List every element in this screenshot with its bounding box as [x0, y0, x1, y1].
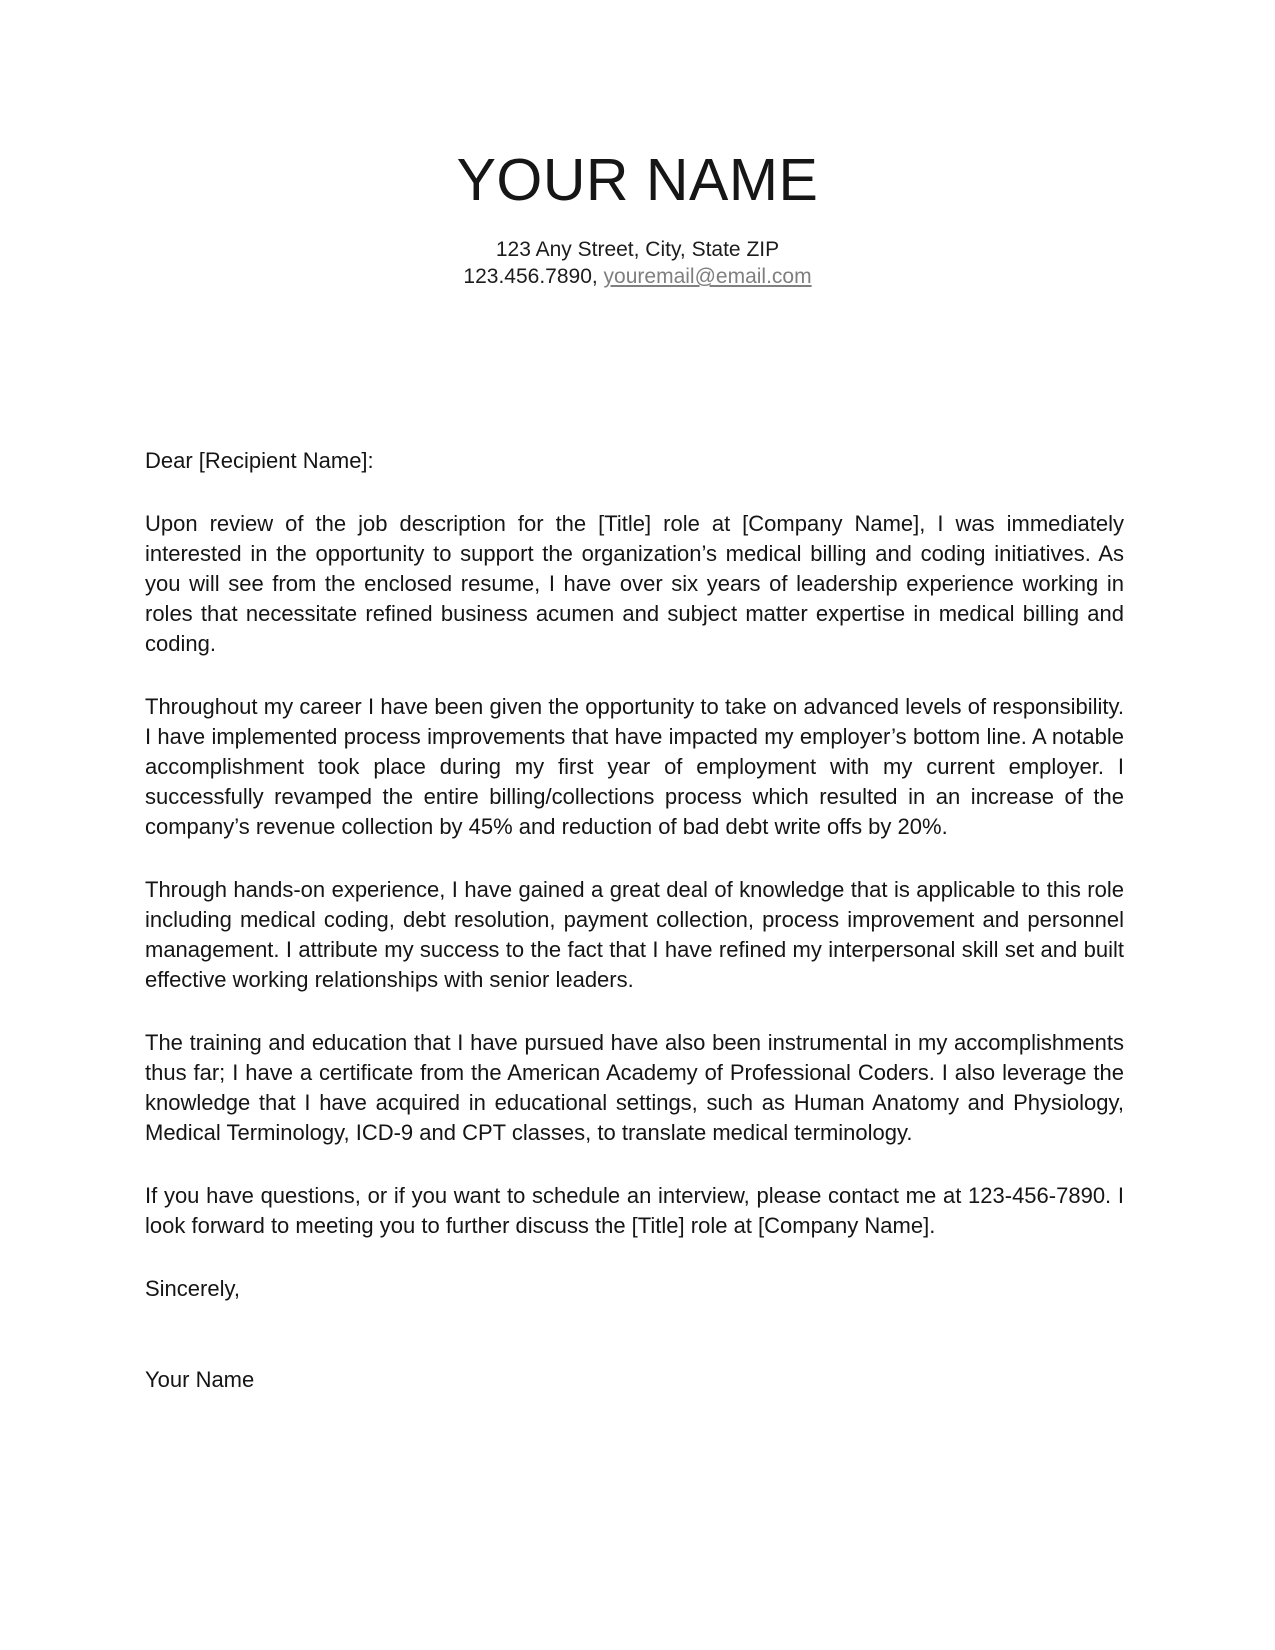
letter-body — [145, 446, 1124, 1395]
email-link[interactable]: youremail@email.com — [603, 265, 812, 288]
contact-block — [0, 236, 1275, 290]
page-title: YOUR NAME — [456, 147, 819, 213]
phone-email-line — [0, 263, 1275, 290]
body-paragraph-3: Through hands-on experience, I have gained a great deal of knowledge that is applicable to this role including medical coding, debt resolution, payment collection, process improvement and personnel management. I attribute my success to the fact that I have refined my interpersonal skill set and built effective working relationships with senior leaders. — [145, 877, 1124, 992]
letter-header — [0, 147, 1275, 290]
salutation-line: Dear [Recipient Name]: — [145, 448, 374, 473]
address-line: 123 Any Street, City, State ZIP — [495, 238, 780, 261]
phone-number: 123.456.7890, — [463, 265, 604, 288]
signature-name: Your Name — [145, 1367, 255, 1392]
body-paragraph-4: The training and education that I have pursued have also been instrumental in my accomplishments thus far; I have a certificate from the American Academy of Professional Coders. I also leverage the knowledge that I have acquired in educational settings, such as Human Anatomy and Physiology, Medical Terminology, ICD-9 and CPT classes, to translate medical terminology. — [145, 1030, 1124, 1145]
body-paragraph-1: Upon review of the job description for the [Title] role at [Company Name], I was immediately interested in the opportunity to support the organization’s medical billing and coding initiatives. As you will see from the enclosed resume, I have over six years of leadership experience working in roles that necessitate refined business acumen and subject matter expertise in medical billing and coding. — [145, 511, 1124, 656]
body-paragraph-2: Throughout my career I have been given the opportunity to take on advanced levels of responsibility. I have implemented process improvements that have impacted my employer’s bottom line. A notable accomplishment took place during my first year of employment with my current employer. I successfully revamped the entire billing/collections process which resulted in an increase of the company’s revenue collection by 45% and reduction of bad debt write offs by 20%. — [145, 694, 1124, 839]
closing-line: Sincerely, — [145, 1276, 240, 1301]
body-paragraph-5: If you have questions, or if you want to schedule an interview, please contact me at 123-456-7890. I look forward to meeting you to further discuss the [Title] role at [Company Name]. — [145, 1183, 1124, 1238]
